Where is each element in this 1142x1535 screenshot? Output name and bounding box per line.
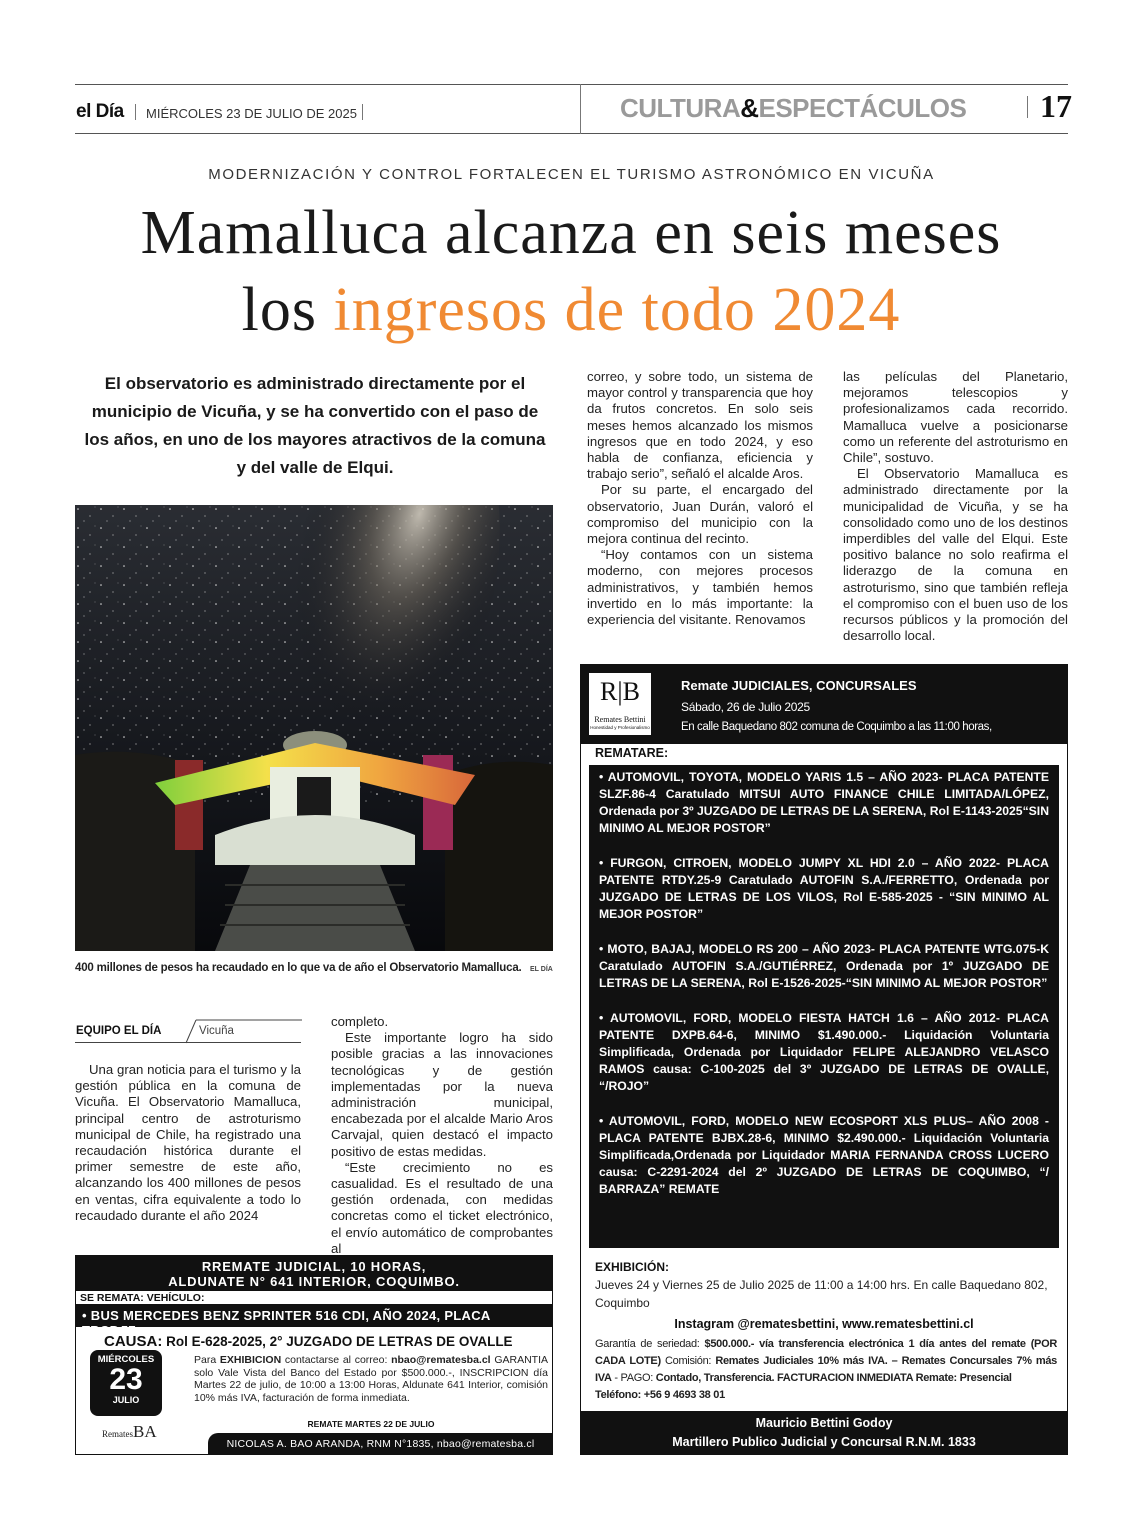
rb-terms: Garantía de seriedad: $500.000.- vía transferencia electrónica 1 día antes del remate (POR CADA LOTE) Comisión: Remates Judiciales 10% más IVA. – Remates Concursales 7% más IVA - PAGO: Contado, Transferencia. FACTURACION INMEDIATA Remate: Presencial Teléfono: +56 9 4693 38 01 <box>595 1338 1058 1401</box>
rb-place: En calle Baquedano 802 comuna de Coquimbo a las 11:00 horas, <box>681 721 992 733</box>
logo-separator <box>135 104 136 120</box>
byline-rule <box>75 1042 301 1043</box>
ad-ba-title-line-2: ALDUNATE N° 641 INTERIOR, COQUIMBO. <box>168 1274 460 1289</box>
lot-item: • MOTO, BAJAJ, MODELO RS 200 – AÑO 2023- PLACA PATENTE WTG.075-K Caratulado AUTOFIN S.A./GUTIÉRREZ, Ordenada por 1º JUZGADO DE LETRAS DE LA SERENA, Rol E-1526-2025-“SIN MINIMO AL MEJOR POSTOR” <box>599 942 1049 990</box>
rb-logo-letters: R|B <box>600 677 640 706</box>
photo-caption: 400 millones de pesos ha recaudado en lo que va de año el Observatorio Mamalluca. <box>75 962 522 974</box>
rb-logo-name: Remates Bettini <box>594 715 646 724</box>
photo-credit: EL DÍA <box>530 966 553 973</box>
rb-lots <box>589 765 1059 1248</box>
ad-ba-footer: NICOLAS A. BAO ARANDA, RNM N°1835, nbao@rematesba.cl <box>208 1433 553 1455</box>
issue-date: MIÉRCOLES 23 DE JULIO DE 2025 <box>146 106 357 121</box>
rb-signature <box>581 1411 1067 1454</box>
lot-item: • AUTOMOVIL, FORD, MODELO FIESTA HATCH 1.6 – AÑO 2012- PLACA PATENTE DXPB.64-6, MINIMO $1.490.000.- Liquidación Voluntaria Simplificada, Ordenada por Liquidador FELIPE ALEJANDRO VELASCO RAMOS causa: C-100-2025 del 3º JUZGADO DE LETRAS DE OVALLE, “/ROJO” <box>599 1011 1049 1093</box>
rb-exhibicion: Jueves 24 y Viernes 25 de Julio 2025 de 11:00 a 14:00 hrs. En calle Baquedano 802, Coquimbo <box>595 1278 1048 1310</box>
paragraph: las películas del Planetario, mejoramos telescopios y profesionalizamos cada recorrido. Mamalluca vuelve a posicionarse como un referente del astroturismo en Chile”, sostuvo. <box>843 369 1068 466</box>
ad-ba-title-line-1: RREMATE JUDICIAL, 10 HORAS, <box>201 1259 427 1274</box>
section-title: CULTURA&ESPECTÁCULOS <box>620 93 967 123</box>
paragraph: “Hoy contamos con un sistema moderno, con mejores procesos administrativos, y también hemos invertido en lo más importante: la experiencia del visitante. Renovamos <box>587 547 813 628</box>
header-divider <box>580 84 581 134</box>
ad-ba-title <box>76 1256 552 1291</box>
paragraph: Este importante logro ha sido posible gracias a las innovaciones tecnológicas y de gestión implementadas por la nueva administración municipal, encabezada por el alcalde Mario Aros Carvajal, quien destacó el impacto positivo de estas medidas. <box>331 1030 553 1159</box>
article-lead: El observatorio es administrado directamente por el municipio de Vicuña, y se ha convertido con el paso de los años, en uno de los mayores atractivos de la comuna y del valle de Elqui. <box>84 374 546 477</box>
paragraph: Una gran noticia para el turismo y la gestión pública en la comuna de Vicuña. El Observatorio Mamalluca, principal centro de astroturismo municipal de Chile, ha registrado una recaudación histórica durante el primer semestre de este año, alcanzando los 400 millones de pesos en ventas, cifra equivalente a todo lo recaudado durante el año 2024 <box>75 1062 301 1223</box>
rb-rematare: REMATARE: <box>595 746 669 760</box>
ad-remate-ba <box>75 1255 553 1455</box>
section-separator <box>1027 96 1028 118</box>
body-column-2 <box>331 1014 553 1257</box>
observatory-photo <box>75 505 553 951</box>
dateline: Vicuña <box>199 1025 234 1037</box>
paragraph: “Este crecimiento no es casualidad. Es el resultado de una gestión ordenada, con medidas concretas como el ticket electrónico, el envío automático de comprobantes al <box>331 1159 553 1256</box>
header-top-rule <box>75 84 1068 85</box>
ad-rb-header <box>581 665 1067 744</box>
paragraph: correo, y sobre todo, un sistema de mayor control y transparencia que hoy da frutos concretos. En solo seis meses hemos alcanzado los mismos ingresos que en todo 2024, y eso habla de confianza, eficiencia y trabajo serio”, señaló el alcalde Aros. <box>587 369 813 482</box>
ad-ba-remate-date: REMATE MARTES 22 DE JULIO <box>307 1419 435 1429</box>
header-bottom-rule <box>75 133 1068 134</box>
paragraph: El Observatorio Mamalluca es administrado directamente por la municipalidad de Vicuña, y se ha consolidado como uno de los destinos imperdibles del valle del Elqui. Este positivo balance no solo reafirma el liderazgo de la comuna en astroturismo, sino que también refleja el compromiso con el buen uso de los recursos públicos y la promoción del desarrollo local. <box>843 466 1068 644</box>
rb-signer: Mauricio Bettini Godoy <box>755 1416 893 1430</box>
ad-ba-brand: RematesBA <box>102 1422 157 1441</box>
observatory-photo-art <box>75 505 553 951</box>
calendar-number: 23 <box>109 1363 143 1396</box>
lot-item: • FURGON, CITROEN, MODELO JUMPY XL HDI 2.0 – AÑO 2022- PLACA PATENTE RTDY.25-9 Caratulado AUTOFIN S.A./FERRETTO, Ordenada por JUZGADO DE LETRAS DE LOS VILOS, Rol E-585-2025 - “SIN MINIMO AL MEJOR POSTOR” <box>599 856 1049 921</box>
ad-ba-info: Para EXHIBICION contactarse al correo: nbao@rematesba.cl GARANTIA solo Vale Vista del Banco del Estado por $500.000.-, INSCRIPCION día Martes 22 de julio, de 10:00 a 13:00 Horas, Aldunate 641 Interior, comisión 10% más IVA, facturación de forma inmediata. <box>194 1354 548 1404</box>
byline: EQUIPO EL DÍA <box>76 1025 162 1037</box>
article-kicker: MODERNIZACIÓN Y CONTROL FORTALECEN EL TURISMO ASTRONÓMICO EN VICUÑA <box>208 166 935 183</box>
paragraph: Por su parte, el encargado del observatorio, Juan Durán, valoró el compromiso del municipio con la mejora continua del recinto. <box>587 482 813 547</box>
rb-logo-tag: Honestidad y Profesionalismo <box>590 725 650 730</box>
rb-exhibicion-label: EXHIBICIÓN: <box>595 1260 670 1274</box>
body-column-3 <box>587 369 813 628</box>
lot-item: • AUTOMOVIL, TOYOTA, MODELO YARIS 1.5 – AÑO 2023- PLACA PATENTE SLZF.86-4 Caratulado MITSUI AUTO FINANCE CHILE LIMITADA/LÓPEZ, Ordenada por 3º JUZGADO DE LETRAS DE LA SERENA, Rol E-1143-2025“SIN MINIMO AL MEJOR POSTOR” <box>599 770 1049 835</box>
date-separator <box>362 104 363 120</box>
rb-title: Remate JUDICIALES, CONCURSALES <box>681 678 917 693</box>
rb-logo <box>589 673 651 735</box>
paragraph: completo. <box>331 1014 389 1029</box>
body-column-4 <box>843 369 1068 644</box>
ad-remates-bettini <box>580 664 1068 1455</box>
calendar-day: MIÉRCOLES <box>97 1354 155 1365</box>
lot-item: • AUTOMOVIL, FORD, MODELO NEW ECOSPORT XLS PLUS– AÑO 2008 - PLACA PATENTE BJBX.28-6, MINIMO $2.490.000.- Liquidación Voluntaria Simplificada,Ordenada por Liquidador MARIA FERNANDA CROSS LUCERO causa: C-2291-2024 del 2º JUZGADO DE LETRAS DE COQUIMBO, “/ BARRAZA” REMATE <box>599 1114 1049 1196</box>
page-number: 17 <box>1040 88 1072 124</box>
ad-ba-item: • BUS MERCEDES BENZ SPRINTER 516 CDI, AÑO 2024, PLACA TBCP.57 <box>76 1305 552 1327</box>
headline-line-2: los ingresos de todo 2024 <box>241 276 901 344</box>
ad-ba-subhead: SE REMATA: VEHÍCULO: <box>76 1291 552 1305</box>
headline-line-1: Mamalluca alcanza en seis meses <box>140 199 1002 267</box>
rb-date: Sábado, 26 de Julio 2025 <box>681 700 810 714</box>
rb-signer-title: Martillero Publico Judicial y Concursal R.N.M. 1833 <box>672 1435 976 1449</box>
body-column-1 <box>75 1062 301 1224</box>
ad-ba-calendar <box>90 1350 162 1416</box>
ad-ba-causa: CAUSA: Rol E-628-2025, 2° JUZGADO DE LETRAS DE OVALLE <box>104 1333 513 1350</box>
newspaper-logo[interactable]: el Día <box>76 101 124 122</box>
rb-social: Instagram @rematesbettini, www.rematesbettini.cl <box>674 1317 974 1331</box>
calendar-month: JULIO <box>112 1395 140 1405</box>
